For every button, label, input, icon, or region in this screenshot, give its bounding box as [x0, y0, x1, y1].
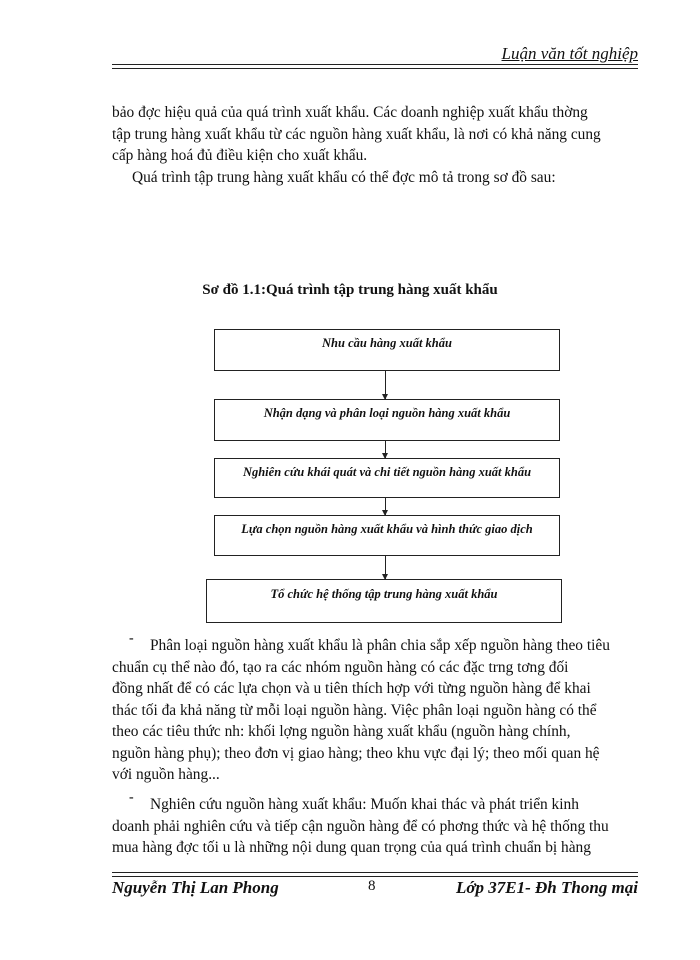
text-line: bảo đợc hiệu quả của quá trình xuất khẩu. Các doanh nghiệp xuất khẩu thờng	[112, 104, 588, 121]
text-line: chuẩn cụ thể nào đó, tạo ra các nhóm nguồn hàng có các đặc trng tơng đối	[112, 658, 569, 676]
footer-rule	[112, 872, 638, 873]
text-line: Phân loại nguồn hàng xuất khẩu là phân chia sắp xếp nguồn hàng theo tiêu	[150, 637, 610, 654]
diagram-step-box	[214, 458, 560, 498]
diagram-step-label: Lựa chọn nguồn hàng xuất khẩu và hình thức giao dịch	[241, 522, 533, 536]
text-line: doanh phải nghiên cứu và tiếp cận nguồn hàng để có phơng thức và hệ thống thu	[112, 817, 609, 835]
diagram-step-label: Nghiên cứu khái quát và chi tiết nguồn hàng xuất khẩu	[242, 465, 532, 479]
diagram-step-label: Nhận dạng và phân loại nguồn hàng xuất khẩu	[263, 406, 511, 420]
flow-arrow	[385, 371, 386, 399]
text-line: đồng nhất để có các lựa chọn và u tiên thích hợp với từng nguồn hàng để khai	[112, 680, 591, 697]
text-line: tập trung hàng xuất khẩu từ các nguồn hàng xuất khẩu, là nơi có khả năng cung	[112, 125, 601, 143]
footer-author: Nguyễn Thị Lan Phong	[112, 878, 279, 897]
bullet-paragraph	[112, 794, 638, 859]
diagram-step-label: Tổ chức hệ thống tập trung hàng xuất khẩu	[270, 587, 498, 601]
diagram-step-box	[214, 399, 560, 441]
text-line: Quá trình tập trung hàng xuất khẩu có thể đợc mô tả trong sơ đồ sau:	[132, 168, 556, 186]
diagram-step-label: Nhu cầu hàng xuất khẩu	[322, 336, 452, 350]
diagram-step-box	[214, 515, 560, 556]
diagram-step-box	[206, 579, 562, 623]
text-line: mua hàng đợc tối u là những nội dung quan trọng của quá trình chuẩn bị hàng	[112, 839, 591, 856]
header-rule	[112, 68, 638, 69]
flow-arrow	[385, 556, 386, 579]
text-line: cấp hàng hoá đủ điều kiện cho xuất khẩu.	[112, 147, 368, 164]
flow-arrow	[385, 441, 386, 458]
text-line: với nguồn hàng...	[112, 766, 220, 783]
flow-arrow	[385, 498, 386, 515]
bullet-dash: -	[129, 631, 134, 646]
bullet-paragraph	[112, 635, 638, 786]
bullet-dash: -	[129, 790, 134, 805]
intro-paragraph	[112, 102, 638, 188]
text-line: nguồn hàng phụ); theo đơn vị giao hàng; theo khu vực đại lý; theo mối quan hệ	[112, 744, 600, 762]
footer-class-info: Lớp 37E1- Đh Thong mại	[456, 878, 638, 897]
text-line: theo các tiêu thức nh: khối lợng nguồn hàng xuất khẩu (nguồn hàng chính,	[112, 723, 571, 740]
diagram-step-box	[214, 329, 560, 371]
footer-rule	[112, 876, 638, 877]
running-header-title: Luận văn tốt nghiệp	[501, 44, 638, 63]
header-rule	[112, 64, 638, 65]
text-line: thác tối đa khả năng từ mỗi loại nguồn hàng. Việc phân loại nguồn hàng có thể	[112, 701, 597, 719]
diagram-title: Sơ đồ 1.1:Quá trình tập trung hàng xuất khẩu	[202, 282, 498, 298]
page-number: 8	[368, 878, 376, 894]
text-line: Nghiên cứu nguồn hàng xuất khẩu: Muốn khai thác và phát triển kinh	[150, 796, 579, 813]
